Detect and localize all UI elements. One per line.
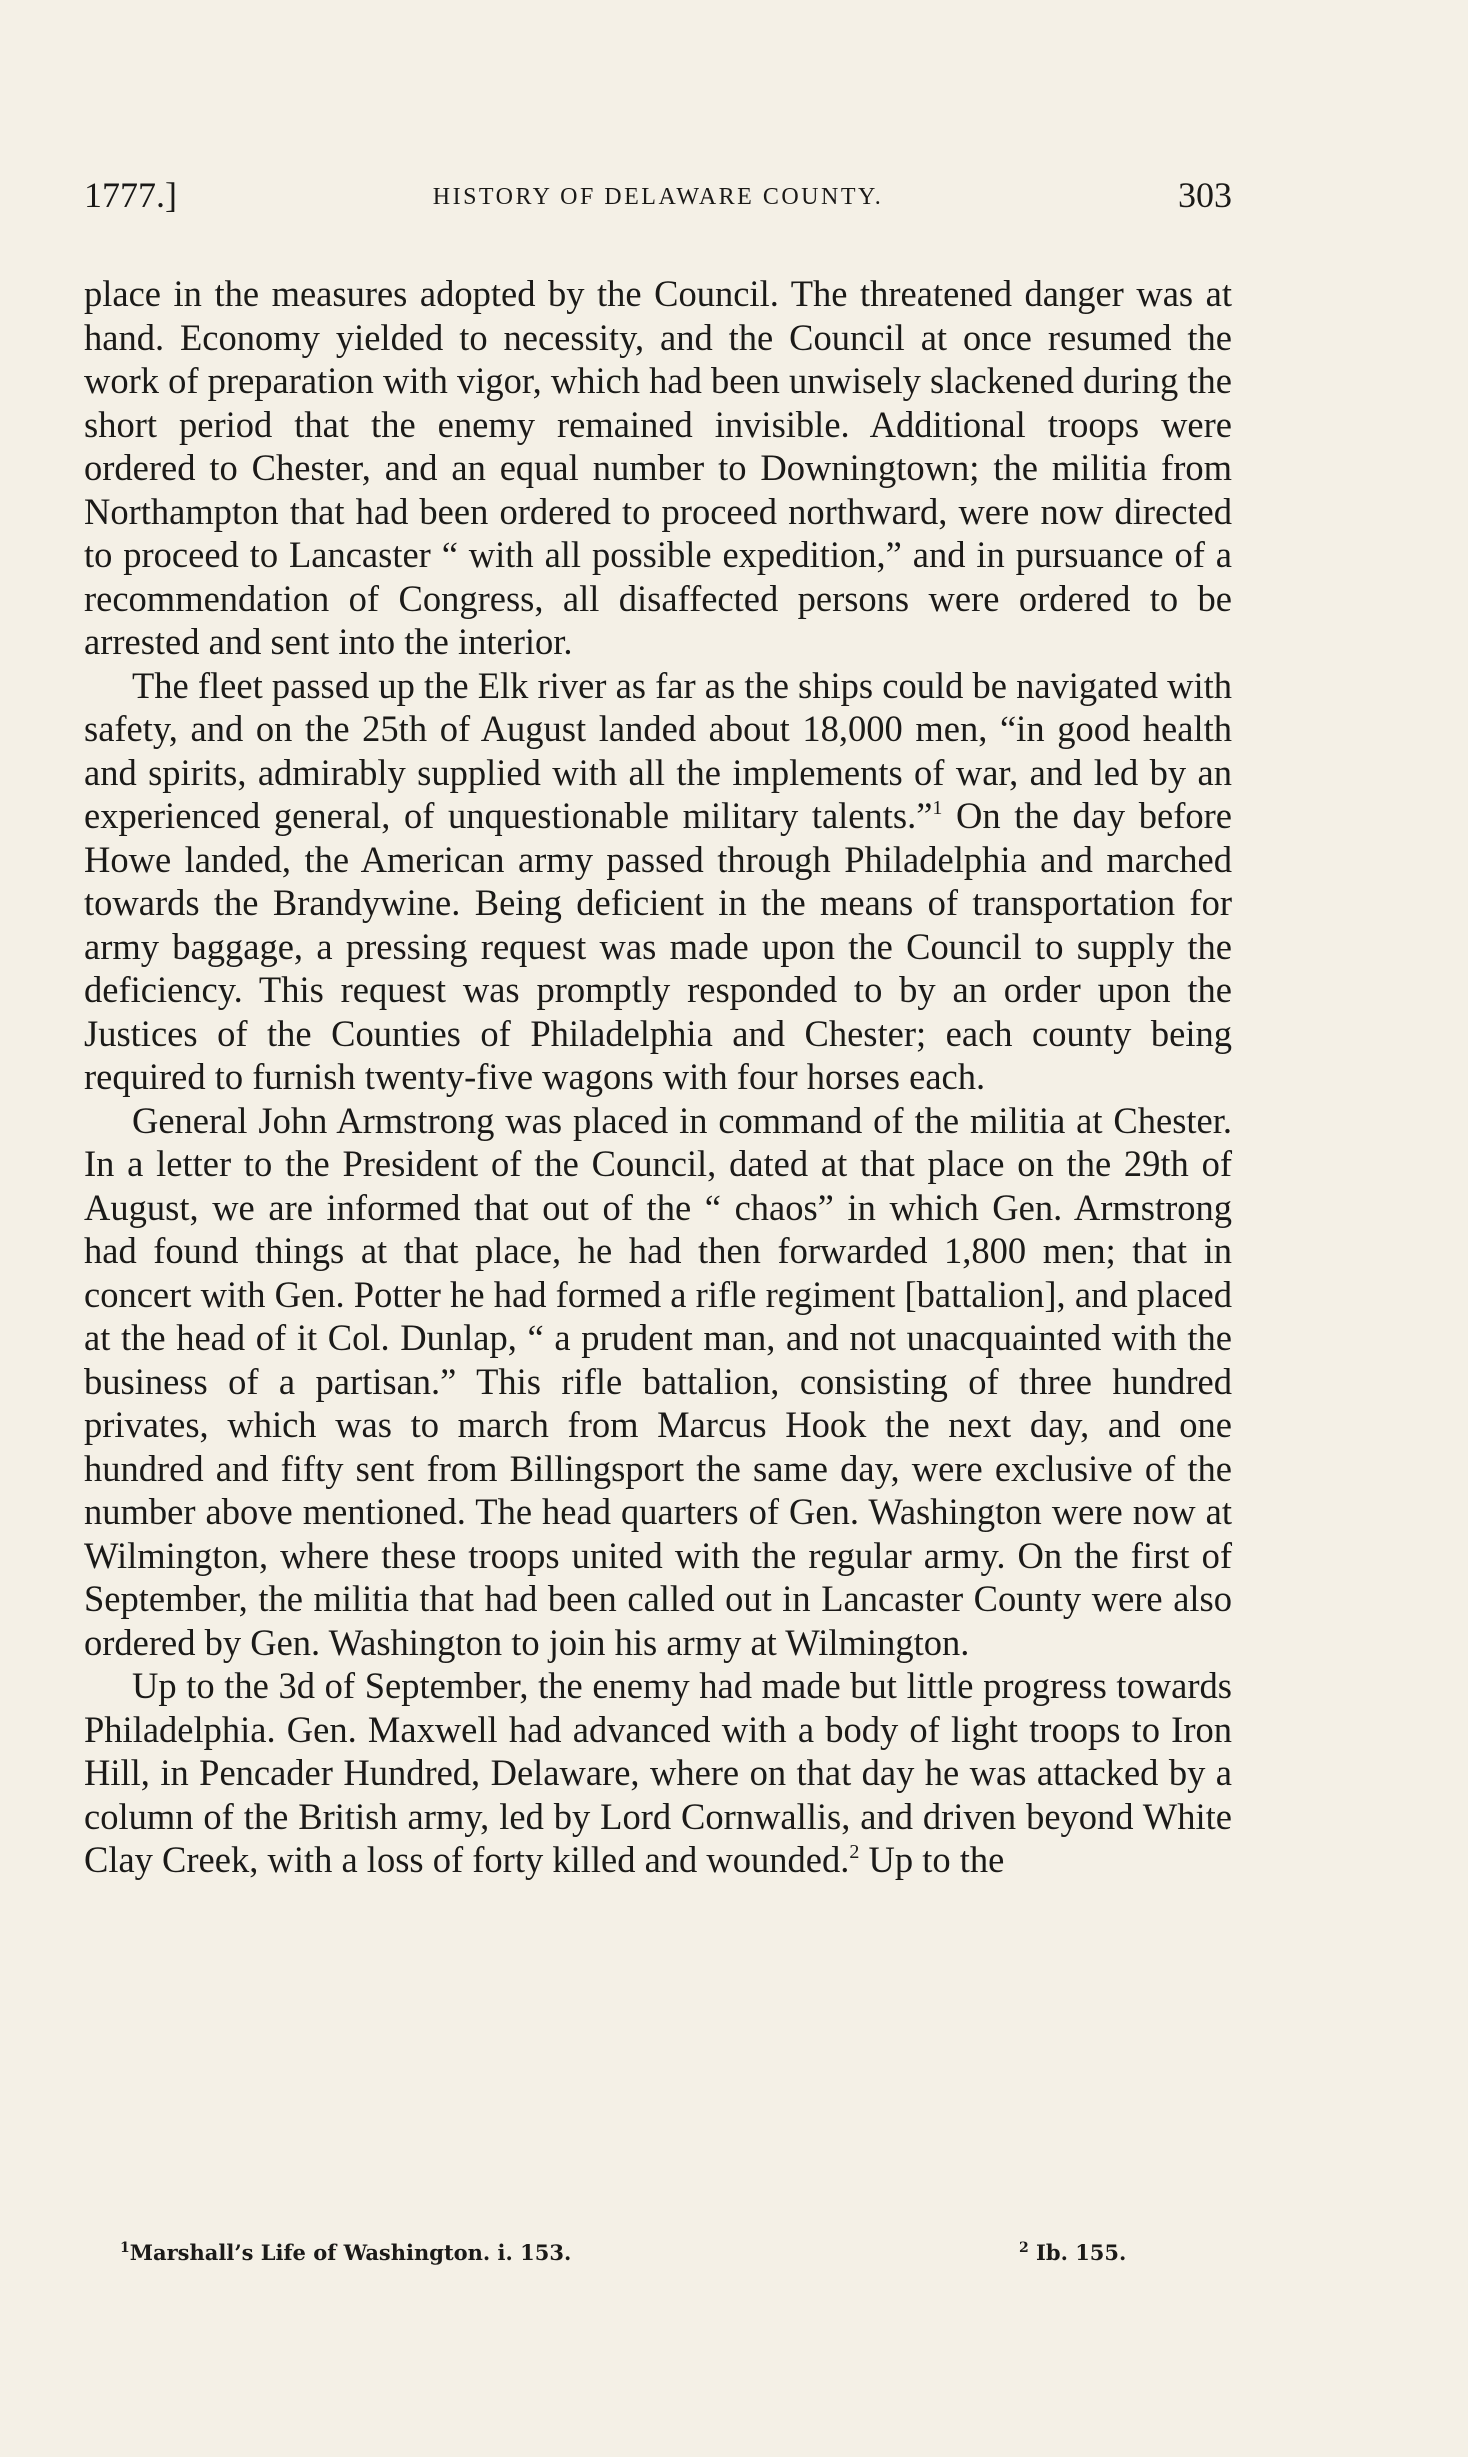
paragraph-text: On the day before Howe landed, the American army passed through Philadelphia and marched towards the Brandywine. Being deficient in the means of transportation for army baggage, a pressing request was made upon the Council to supply the deficiency. This request was promptly responded to by an order upon the Justices of the Counties of Philadelphia and Chester; each county being required to furnish twenty-five wagons with four horses each. [84,795,1232,1097]
header-title: HISTORY OF DELAWARE COUNTY. [432,184,884,210]
book-page [84,170,1232,2265]
paragraph-text: Up to the [859,1839,1005,1880]
paragraph [84,1664,1232,1882]
paragraph-text: place in the measures adopted by the Council. The threatened danger was at hand. Economy yielded to necessity, and the Council at once resumed the work of preparation with vigor, which had been unwisely slackened during the short period that the enemy remained invisible. Additional troops were ordered to Chester, and an equal number to Downingtown; the militia from Northampton that had been ordered to proceed northward, were now directed to proceed to Lancaster “ with all possible expedition,” and in pursuance of a recommendation of Congress, all disaffected persons were ordered to be arrested and sent into the interior. [84,273,1232,662]
footnote-1-text: Marshall’s Life of Washington. i. 153. [129,2240,572,2265]
footnote-1-mark: 1 [120,2240,130,2256]
paragraph-text: General John Armstrong was placed in command of the militia at Chester. In a letter to the President of the Council, dated at that place on the 29th of August, we are informed that out of the “ chaos” in which Gen. Armstrong had found things at that place, he had then forwarded 1,800 men; that in concert with Gen. Potter he had formed a rifle regiment [battalion], and placed at the head of it Col. Dunlap, “ a prudent man, and not unacquainted with the business of a partisan.” This rifle battalion, consisting of three hundred privates, which was to march from Marcus Hook the next day, and one hundred and fifty sent from Billingsport the same day, were exclusive of the number above mentioned. The head quarters of Gen. Washington were now at Wilmington, where these troops united with the regular army. On the first of September, the militia that had been called out in Lancaster County were also ordered by Gen. Washington to join his army at Wilmington. [84,1099,1232,1663]
footnote-2-mark: 2 [1019,2240,1029,2256]
footnote-2-text: Ib. 155. [1028,2240,1127,2265]
footnote-reference: 1 [932,797,943,819]
paragraph-text: The fleet passed up the Elk river as far as the ships could be navigated with safety, and on the 25th of August landed about 18,000 men, “in good health and spirits, admirably supplied with all the implements of war, and led by an experienced general, of unquestionable military talents.” [84,664,1232,836]
page-number: 303 [1178,175,1232,215]
footnote-2 [1019,2240,1126,2265]
body-text [84,272,1232,1882]
paragraph [84,1099,1232,1665]
header-year: 1777.] [84,175,177,215]
running-head [84,170,1232,230]
paragraph-text: Up to the 3d of September, the enemy had made but little progress towards Philadelphia. Gen. Maxwell had advanced with a body of light troops to Iron Hill, in Pencader Hundred, Delaware, where on that day he was attacked by a column of the British army, led by Lord Cornwallis, and driven beyond White Clay Creek, with a loss of forty killed and wounded. [84,1665,1232,1880]
footnote-1 [120,2240,571,2265]
paragraph [84,272,1232,664]
paragraph [84,664,1232,1099]
footnote-reference: 2 [849,1841,860,1863]
footnotes [84,2240,1232,2280]
